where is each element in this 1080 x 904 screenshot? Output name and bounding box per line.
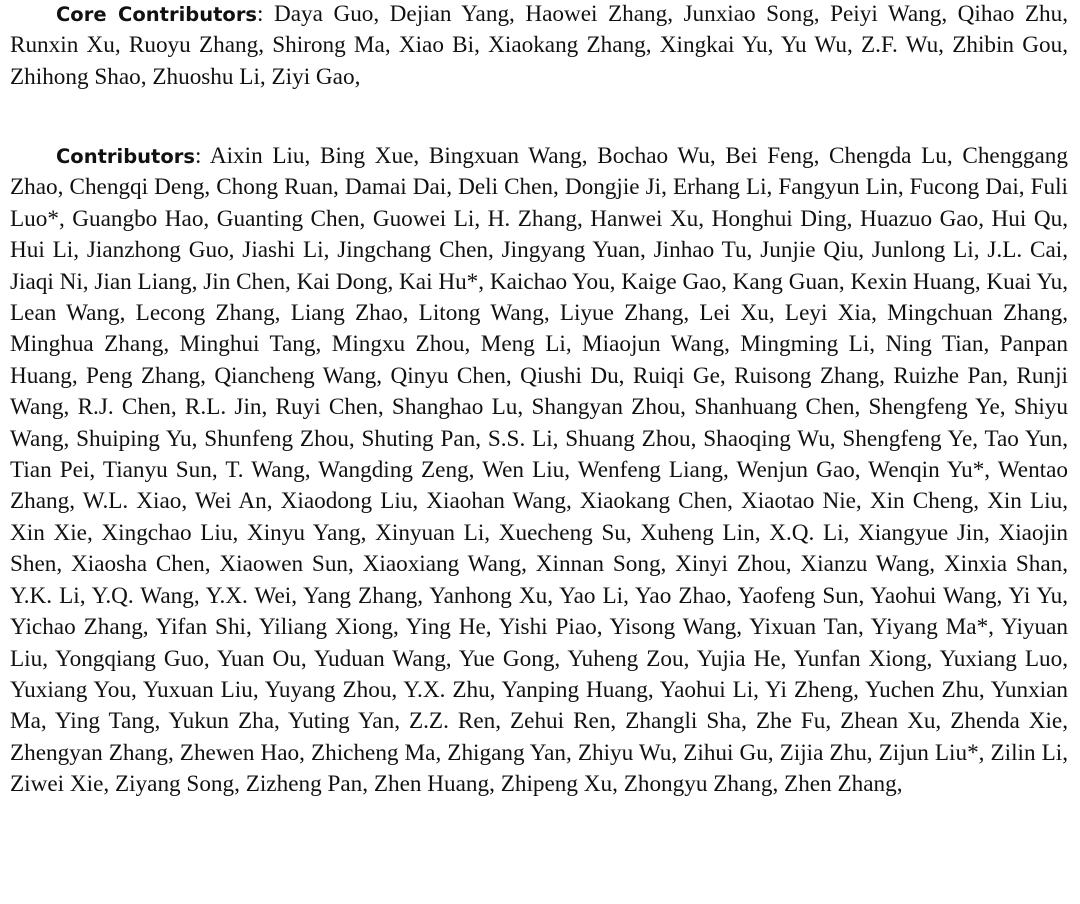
contributors-heading: Contributors xyxy=(56,145,195,168)
core-contributors-heading: Core Contributors xyxy=(56,3,258,26)
contributors-separator: : xyxy=(195,143,202,169)
core-contributors-names: Daya Guo, Dejian Yang, Haowei Zhang, Junxiao Song, Peiyi Wang, Qihao Zhu, Runxin Xu, Ruoyu Zhang, Shirong Ma, Xiao Bi, Xiaokang Zhang, Xingkai Yu, Yu Wu, Z.F. Wu, Zhibin Gou, Zhihong Shao, Zhuoshu Li, Ziyi Gao, xyxy=(10,1,1068,90)
contributors-names: Aixin Liu, Bing Xue, Bingxuan Wang, Bochao Wu, Bei Feng, Chengda Lu, Chenggang Zhao, Chengqi Deng, Chong Ruan, Damai Dai, Deli Chen, Dongjie Ji, Erhang Li, Fangyun Lin, Fucong Dai, Fuli Luo*, Guangbo Hao, Guanting Chen, Guowei Li, H. Zhang, Hanwei Xu, Honghui Ding, Huazuo Gao, Hui Qu, Hui Li, Jianzhong Guo, Jiashi Li, Jingchang Chen, Jingyang Yuan, Jinhao Tu, Junjie Qiu, Junlong Li, J.L. Cai, Jiaqi Ni, Jian Liang, Jin Chen, Kai Dong, Kai Hu*, Kaichao You, Kaige Gao, Kang Guan, Kexin Huang, Kuai Yu, Lean Wang, Lecong Zhang, Liang Zhao, Litong Wang, Liyue Zhang, Lei Xu, Leyi Xia, Mingchuan Zhang, Minghua Zhang, Minghui Tang, Mingxu Zhou, Meng Li, Miaojun Wang, Mingming Li, Ning Tian, Panpan Huang, Peng Zhang, Qiancheng Wang, Qinyu Chen, Qiushi Du, Ruiqi Ge, Ruisong Zhang, Ruizhe Pan, Runji Wang, R.J. Chen, R.L. Jin, Ruyi Chen, Shanghao Lu, Shangyan Zhou, Shanhuang Chen, Shengfeng Ye, Shiyu Wang, Shuiping Yu, Shunfeng Zhou, Shuting Pan, S.S. Li, Shuang Zhou, Shaoqing Wu, Shengfeng Ye, Tao Yun, Tian Pei, Tianyu Sun, T. Wang, Wangding Zeng, Wen Liu, Wenfeng Liang, Wenjun Gao, Wenqin Yu*, Wentao Zhang, W.L. Xiao, Wei An, Xiaodong Liu, Xiaohan Wang, Xiaokang Chen, Xiaotao Nie, Xin Cheng, Xin Liu, Xin Xie, Xingchao Liu, Xinyu Yang, Xinyuan Li, Xuecheng Su, Xuheng Lin, X.Q. Li, Xiangyue Jin, Xiaojin Shen, Xiaosha Chen, Xiaowen Sun, Xiaoxiang Wang, Xinnan Song, Xinyi Zhou, Xianzu Wang, Xinxia Shan, Y.K. Li, Y.Q. Wang, Y.X. Wei, Yang Zhang, Yanhong Xu, Yao Li, Yao Zhao, Yaofeng Sun, Yaohui Wang, Yi Yu, Yichao Zhang, Yifan Shi, Yiliang Xiong, Ying He, Yishi Piao, Yisong Wang, Yixuan Tan, Yiyang Ma*, Yiyuan Liu, Yongqiang Guo, Yuan Ou, Yuduan Wang, Yue Gong, Yuheng Zou, Yujia He, Yunfan Xiong, Yuxiang Luo, Yuxiang You, Yuxuan Liu, Yuyang Zhou, Y.X. Zhu, Yanping Huang, Yaohui Li, Yi Zheng, Yuchen Zhu, Yunxian Ma, Ying Tang, Yukun Zha, Yuting Yan, Z.Z. Ren, Zehui Ren, Zhangli Sha, Zhe Fu, Zhean Xu, Zhenda Xie, Zhengyan Zhang, Zhewen Hao, Zhicheng Ma, Zhigang Yan, Zhiyu Wu, Zihui Gu, Zijia Zhu, Zijun Liu*, Zilin Li, Ziwei Xie, Ziyang Song, Zizheng Pan, Zhen Huang, Zhipeng Xu, Zhongyu Zhang, Zhen Zhang, xyxy=(10,143,1068,798)
core-contributors-separator: : xyxy=(257,1,264,27)
contributors-paragraph xyxy=(10,141,1068,801)
core-contributors-paragraph xyxy=(10,0,1068,93)
